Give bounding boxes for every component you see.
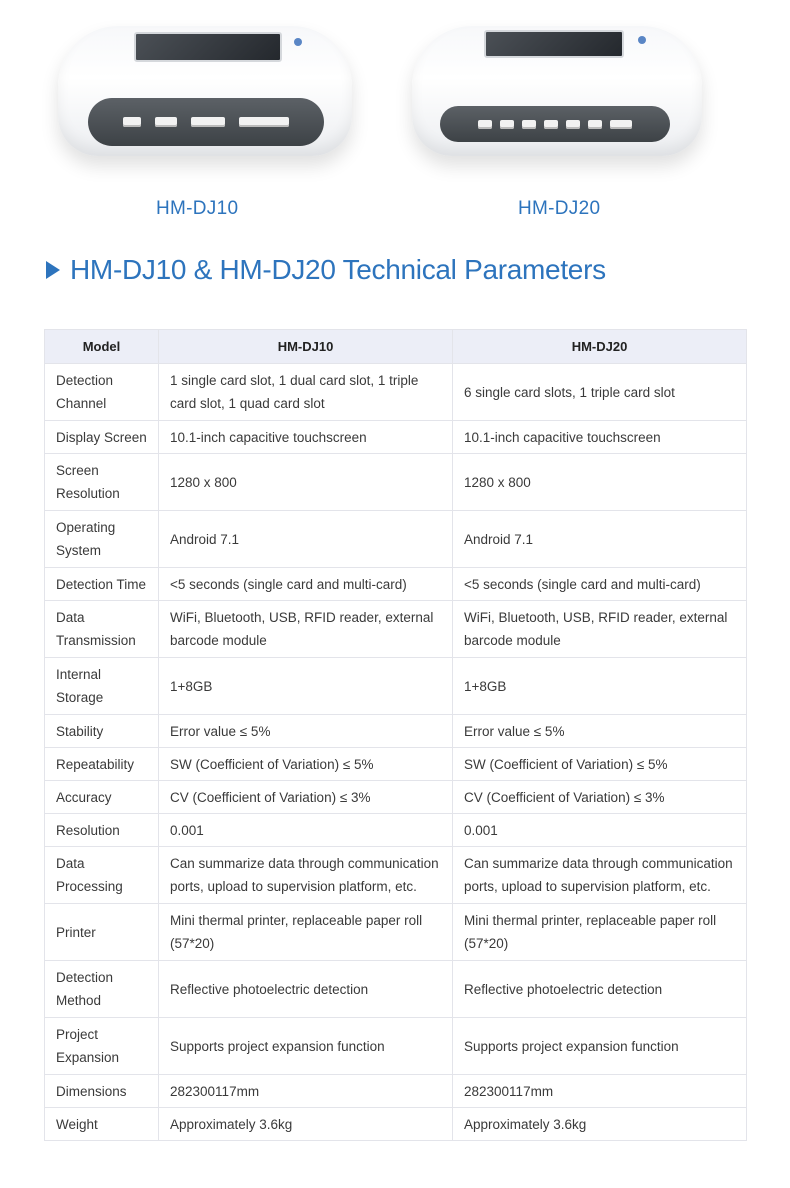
triangle-bullet-icon xyxy=(46,261,60,279)
row-label: Detection Channel xyxy=(45,364,159,421)
section-title: HM-DJ10 & HM-DJ20 Technical Parameters xyxy=(70,254,606,285)
header-model: Model xyxy=(45,330,159,364)
table-row xyxy=(45,715,747,748)
table-row xyxy=(45,847,747,904)
table-row xyxy=(45,904,747,961)
table-row xyxy=(45,658,747,715)
hm-dj20-value: SW (Coefficient of Variation) ≤ 5% xyxy=(453,748,747,781)
hm-dj10-value: 1280 x 800 xyxy=(159,454,453,511)
table-row xyxy=(45,601,747,658)
technical-parameters-table xyxy=(44,329,747,1141)
hm-dj10-value: 1 single card slot, 1 dual card slot, 1 triple card slot, 1 quad card slot xyxy=(159,364,453,421)
row-label: Detection Method xyxy=(45,961,159,1018)
hm-dj10-value: <5 seconds (single card and multi-card) xyxy=(159,568,453,601)
hm-dj10-model-label: HM-DJ10 xyxy=(156,198,239,219)
hm-dj20-value: CV (Coefficient of Variation) ≤ 3% xyxy=(453,781,747,814)
hm-dj20-value: 10.1-inch capacitive touchscreen xyxy=(453,421,747,454)
hm-dj10-value: SW (Coefficient of Variation) ≤ 5% xyxy=(159,748,453,781)
row-label: Printer xyxy=(45,904,159,961)
hm-dj20-value: 282300117mm xyxy=(453,1075,747,1108)
table-row xyxy=(45,454,747,511)
hm-dj10-value: Can summarize data through communication ports, upload to supervision platform, etc. xyxy=(159,847,453,904)
row-label: Data Transmission xyxy=(45,601,159,658)
hm-dj20-value: Android 7.1 xyxy=(453,511,747,568)
hm-dj20-value: Supports project expansion function xyxy=(453,1018,747,1075)
product-images xyxy=(0,0,790,240)
table-row xyxy=(45,1108,747,1141)
table-row xyxy=(45,421,747,454)
table-row xyxy=(45,568,747,601)
hm-dj10-value: 282300117mm xyxy=(159,1075,453,1108)
row-label: Operating System xyxy=(45,511,159,568)
hm-dj20-value: Reflective photoelectric detection xyxy=(453,961,747,1018)
row-label: Screen Resolution xyxy=(45,454,159,511)
hm-dj20-value: 1+8GB xyxy=(453,658,747,715)
hm-dj10-value: Supports project expansion function xyxy=(159,1018,453,1075)
header-hm-dj10: HM-DJ10 xyxy=(159,330,453,364)
row-label: Repeatability xyxy=(45,748,159,781)
row-label: Stability xyxy=(45,715,159,748)
table-row xyxy=(45,511,747,568)
row-label: Internal Storage xyxy=(45,658,159,715)
hm-dj20-value: 0.001 xyxy=(453,814,747,847)
hm-dj10-device-image xyxy=(58,26,352,156)
hm-dj20-value: Error value ≤ 5% xyxy=(453,715,747,748)
table-row xyxy=(45,961,747,1018)
row-label: Data Processing xyxy=(45,847,159,904)
hm-dj20-value: <5 seconds (single card and multi-card) xyxy=(453,568,747,601)
row-label: Detection Time xyxy=(45,568,159,601)
row-label: Resolution xyxy=(45,814,159,847)
hm-dj20-value: 6 single card slots, 1 triple card slot xyxy=(453,364,747,421)
table-row xyxy=(45,364,747,421)
table-header-row xyxy=(45,330,747,364)
hm-dj10-value: Mini thermal printer, replaceable paper roll (57*20) xyxy=(159,904,453,961)
table-row xyxy=(45,781,747,814)
hm-dj20-value: Can summarize data through communication ports, upload to supervision platform, etc. xyxy=(453,847,747,904)
table-row xyxy=(45,814,747,847)
row-label: Weight xyxy=(45,1108,159,1141)
table-row xyxy=(45,1018,747,1075)
header-hm-dj20: HM-DJ20 xyxy=(453,330,747,364)
hm-dj10-value: 1+8GB xyxy=(159,658,453,715)
hm-dj10-value: Android 7.1 xyxy=(159,511,453,568)
section-heading xyxy=(46,254,606,286)
table-row xyxy=(45,1075,747,1108)
hm-dj20-model-label: HM-DJ20 xyxy=(518,198,601,219)
hm-dj10-value: CV (Coefficient of Variation) ≤ 3% xyxy=(159,781,453,814)
hm-dj10-value: Reflective photoelectric detection xyxy=(159,961,453,1018)
hm-dj10-value: Approximately 3.6kg xyxy=(159,1108,453,1141)
row-label: Project Expansion xyxy=(45,1018,159,1075)
hm-dj20-value: Mini thermal printer, replaceable paper roll (57*20) xyxy=(453,904,747,961)
row-label: Display Screen xyxy=(45,421,159,454)
hm-dj20-value: 1280 x 800 xyxy=(453,454,747,511)
hm-dj20-value: WiFi, Bluetooth, USB, RFID reader, external barcode module xyxy=(453,601,747,658)
hm-dj10-value: Error value ≤ 5% xyxy=(159,715,453,748)
hm-dj20-value: Approximately 3.6kg xyxy=(453,1108,747,1141)
hm-dj10-value: 0.001 xyxy=(159,814,453,847)
table-row xyxy=(45,748,747,781)
hm-dj10-value: WiFi, Bluetooth, USB, RFID reader, external barcode module xyxy=(159,601,453,658)
hm-dj20-device-image xyxy=(412,26,702,156)
row-label: Accuracy xyxy=(45,781,159,814)
row-label: Dimensions xyxy=(45,1075,159,1108)
hm-dj10-value: 10.1-inch capacitive touchscreen xyxy=(159,421,453,454)
